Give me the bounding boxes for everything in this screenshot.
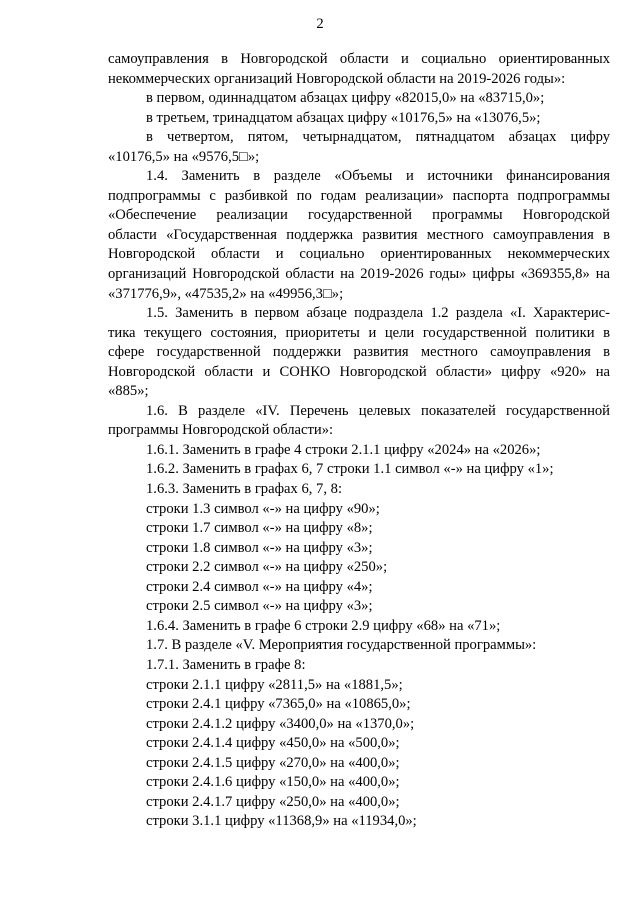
text-line: строки 2.5 символ «-» на цифру «3»; bbox=[146, 598, 373, 615]
document-body bbox=[108, 50, 610, 832]
text-line: самоуправления в Новгородской области и социально ориентированных bbox=[108, 51, 610, 67]
text-line: 1.6.3. Заменить в графах 6, 7, 8: bbox=[146, 481, 343, 498]
text-line: строки 2.2 символ «-» на цифру «250»; bbox=[146, 559, 388, 576]
text-line: 1.6.2. Заменить в графах 6, 7 строки 1.1 символ «-» на цифру «1»; bbox=[146, 461, 554, 478]
text-line: «Обеспечение реализации государственной программы Новгородской bbox=[108, 207, 610, 224]
text-line: строки 2.4.1.7 цифру «250,0» на «400,0»; bbox=[146, 793, 400, 810]
text-line: строки 1.8 символ «-» на цифру «3»; bbox=[146, 539, 373, 556]
text-line: строки 2.4.1 цифру «7365,0» на «10865,0»; bbox=[146, 696, 411, 713]
text-line: тика текущего состояния, приоритеты и цели государственной политики в bbox=[108, 324, 610, 341]
page-number: 2 bbox=[316, 16, 324, 32]
text-line: строки 1.3 символ «-» на цифру «90»; bbox=[146, 500, 380, 517]
text-line: 1.5. Заменить в первом абзаце подраздела 1.2 раздела «I. Характерис- bbox=[146, 305, 610, 322]
text-line: 1.7. В разделе «V. Мероприятия государственной программы»: bbox=[146, 637, 537, 654]
text-line: 1.6. В разделе «IV. Перечень целевых показателей государственной bbox=[146, 402, 610, 419]
text-line: «371776,9», «47535,2» на «49956,3□»; bbox=[108, 285, 344, 302]
text-line: «10176,5» на «9576,5□»; bbox=[108, 148, 260, 165]
text-line: строки 2.4.1.2 цифру «3400,0» на «1370,0»; bbox=[146, 715, 415, 732]
text-line: в первом, одиннадцатом абзацах цифру «82015,0» на «83715,0»; bbox=[146, 90, 545, 107]
text-line: строки 2.4.1.4 цифру «450,0» на «500,0»; bbox=[146, 735, 400, 752]
text-line: программы Новгородской области»: bbox=[108, 422, 334, 439]
text-line: Новгородской области и СОНКО Новгородской области» цифру «920» на bbox=[108, 363, 610, 380]
text-line: строки 2.1.1 цифру «2811,5» на «1881,5»; bbox=[146, 676, 403, 693]
text-line: некоммерческих организаций Новгородской области на 2019-2026 годы»: bbox=[108, 70, 566, 87]
text-line: 1.7.1. Заменить в графе 8: bbox=[146, 656, 306, 673]
text-line: в четвертом, пятом, четырнадцатом, пятнадцатом абзацах цифру bbox=[146, 129, 610, 146]
text-line: организаций Новгородской области на 2019-2026 годы» цифры «369355,8» на bbox=[108, 266, 610, 283]
text-line: 1.6.1. Заменить в графе 4 строки 2.1.1 цифру «2024» на «2026»; bbox=[146, 441, 541, 458]
text-line: строки 2.4.1.5 цифру «270,0» на «400,0»; bbox=[146, 754, 400, 771]
text-line: сфере государственной поддержки развития местного самоуправления в bbox=[108, 344, 610, 361]
text-line: строки 3.1.1 цифру «11368,9» на «11934,0»; bbox=[146, 813, 417, 830]
text-line: 1.6.4. Заменить в графе 6 строки 2.9 цифру «68» на «71»; bbox=[146, 617, 501, 634]
text-line: «885»; bbox=[108, 383, 149, 400]
text-line: подпрограммы с разбивкой по годам реализации» паспорта подпрограммы bbox=[108, 187, 610, 204]
text-line: строки 2.4 символ «-» на цифру «4»; bbox=[146, 578, 373, 595]
text-line: Новгородской области и социально ориентированных некоммерческих bbox=[108, 246, 610, 263]
text-line: в третьем, тринадцатом абзацах цифру «10176,5» на «13076,5»; bbox=[146, 109, 541, 126]
text-line: строки 2.4.1.6 цифру «150,0» на «400,0»; bbox=[146, 774, 400, 791]
text-line: области «Государственная поддержка развития местного самоуправления в bbox=[108, 226, 610, 243]
text-line: строки 1.7 символ «-» на цифру «8»; bbox=[146, 520, 373, 537]
text-line: 1.4. Заменить в разделе «Объемы и источники финансирования bbox=[146, 168, 610, 185]
